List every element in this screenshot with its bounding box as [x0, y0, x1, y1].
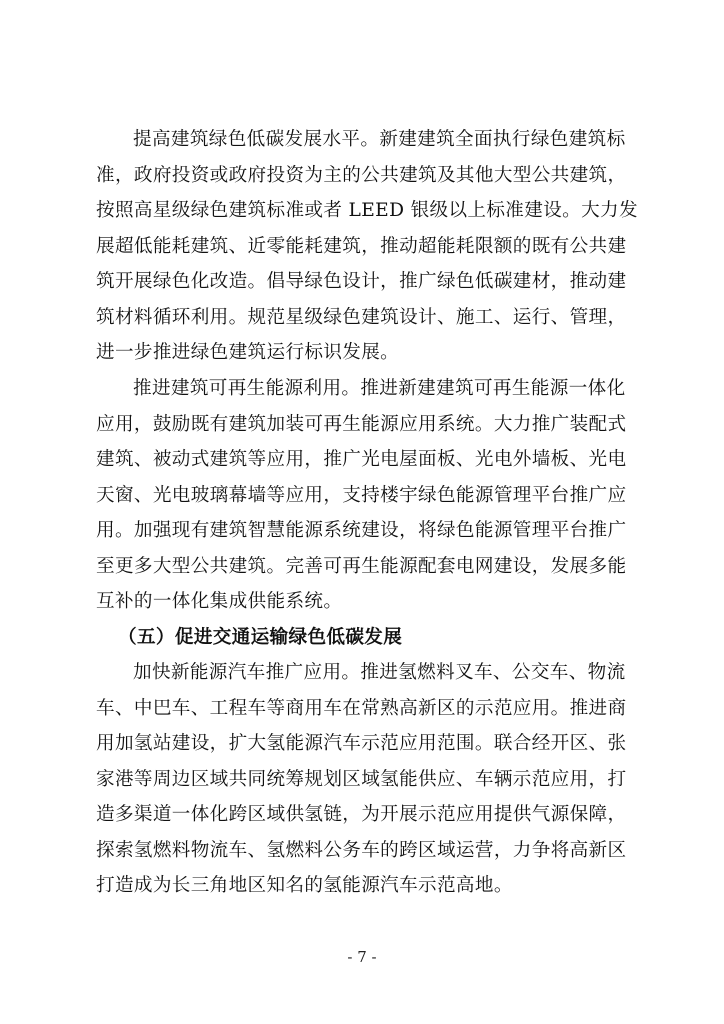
section-heading: （五）促进交通运输绿色低碳发展: [118, 627, 403, 648]
paragraph-renewable-energy-line-6: 至更多大型公共建筑。完善可再生能源配套电网建设，发展多能: [96, 556, 627, 577]
paragraph-hydrogen-line-6: 探索氢燃料物流车、氢燃料公务车的跨区域运营，力争将高新区: [96, 840, 627, 861]
paragraph-building-standard-line-4: 展超低能耗建筑、近零能耗建筑，推动超能耗限额的既有公共建: [96, 236, 627, 257]
paragraph-building-standard-line-1: 提高建筑绿色低碳发展水平。新建建筑全面执行绿色建筑标: [133, 129, 626, 150]
paragraph-hydrogen-line-5: 造多渠道一体化跨区域供氢链，为开展示范应用提供气源保障，: [96, 804, 627, 825]
paragraph-hydrogen-line-4: 家港等周边区域共同统筹规划区域氢能供应、车辆示范应用，打: [96, 769, 627, 790]
paragraph-renewable-energy-line-7: 互补的一体化集成供能系统。: [96, 591, 343, 612]
paragraph-hydrogen-line-7: 打造成为长三角地区知名的氢能源汽车示范高地。: [96, 875, 513, 896]
paragraph-hydrogen-line-3: 用加氢站建设，扩大氢能源汽车示范应用范围。联合经开区、张: [96, 733, 627, 754]
paragraph-building-standard-line-2: 准，政府投资或政府投资为主的公共建筑及其他大型公共建筑，: [96, 165, 627, 186]
paragraph-hydrogen-line-2: 车、中巴车、工程车等商用车在常熟高新区的示范应用。推进商: [96, 698, 627, 719]
paragraph-renewable-energy-line-1: 推进建筑可再生能源利用。推进新建建筑可再生能源一体化: [133, 378, 626, 399]
paragraph-renewable-energy-line-4: 天窗、光电玻璃幕墙等应用，支持楼宇绿色能源管理平台推广应: [96, 485, 627, 506]
paragraph-building-standard-line-5: 筑开展绿色化改造。倡导绿色设计，推广绿色低碳建材，推动建: [96, 271, 627, 292]
paragraph-renewable-energy-line-5: 用。加强现有建筑智慧能源系统建设，将绿色能源管理平台推广: [96, 520, 627, 541]
page-number: - 7 -: [347, 948, 377, 966]
paragraph-renewable-energy-line-3: 建筑、被动式建筑等应用，推广光电屋面板、光电外墙板、光电: [96, 449, 627, 470]
paragraph-building-standard-line-3: 按照高星级绿色建筑标准或者 LEED 银级以上标准建设。大力发: [96, 200, 638, 221]
paragraph-renewable-energy-line-2: 应用，鼓励既有建筑加装可再生能源应用系统。大力推广装配式: [96, 414, 627, 435]
paragraph-building-standard-line-6: 筑材料循环利用。规范星级绿色建筑设计、施工、运行、管理，: [96, 307, 627, 328]
paragraph-building-standard-line-7: 进一步推进绿色建筑运行标识发展。: [96, 342, 400, 363]
paragraph-hydrogen-line-1: 加快新能源汽车推广应用。推进氢燃料叉车、公交车、物流: [133, 662, 626, 683]
